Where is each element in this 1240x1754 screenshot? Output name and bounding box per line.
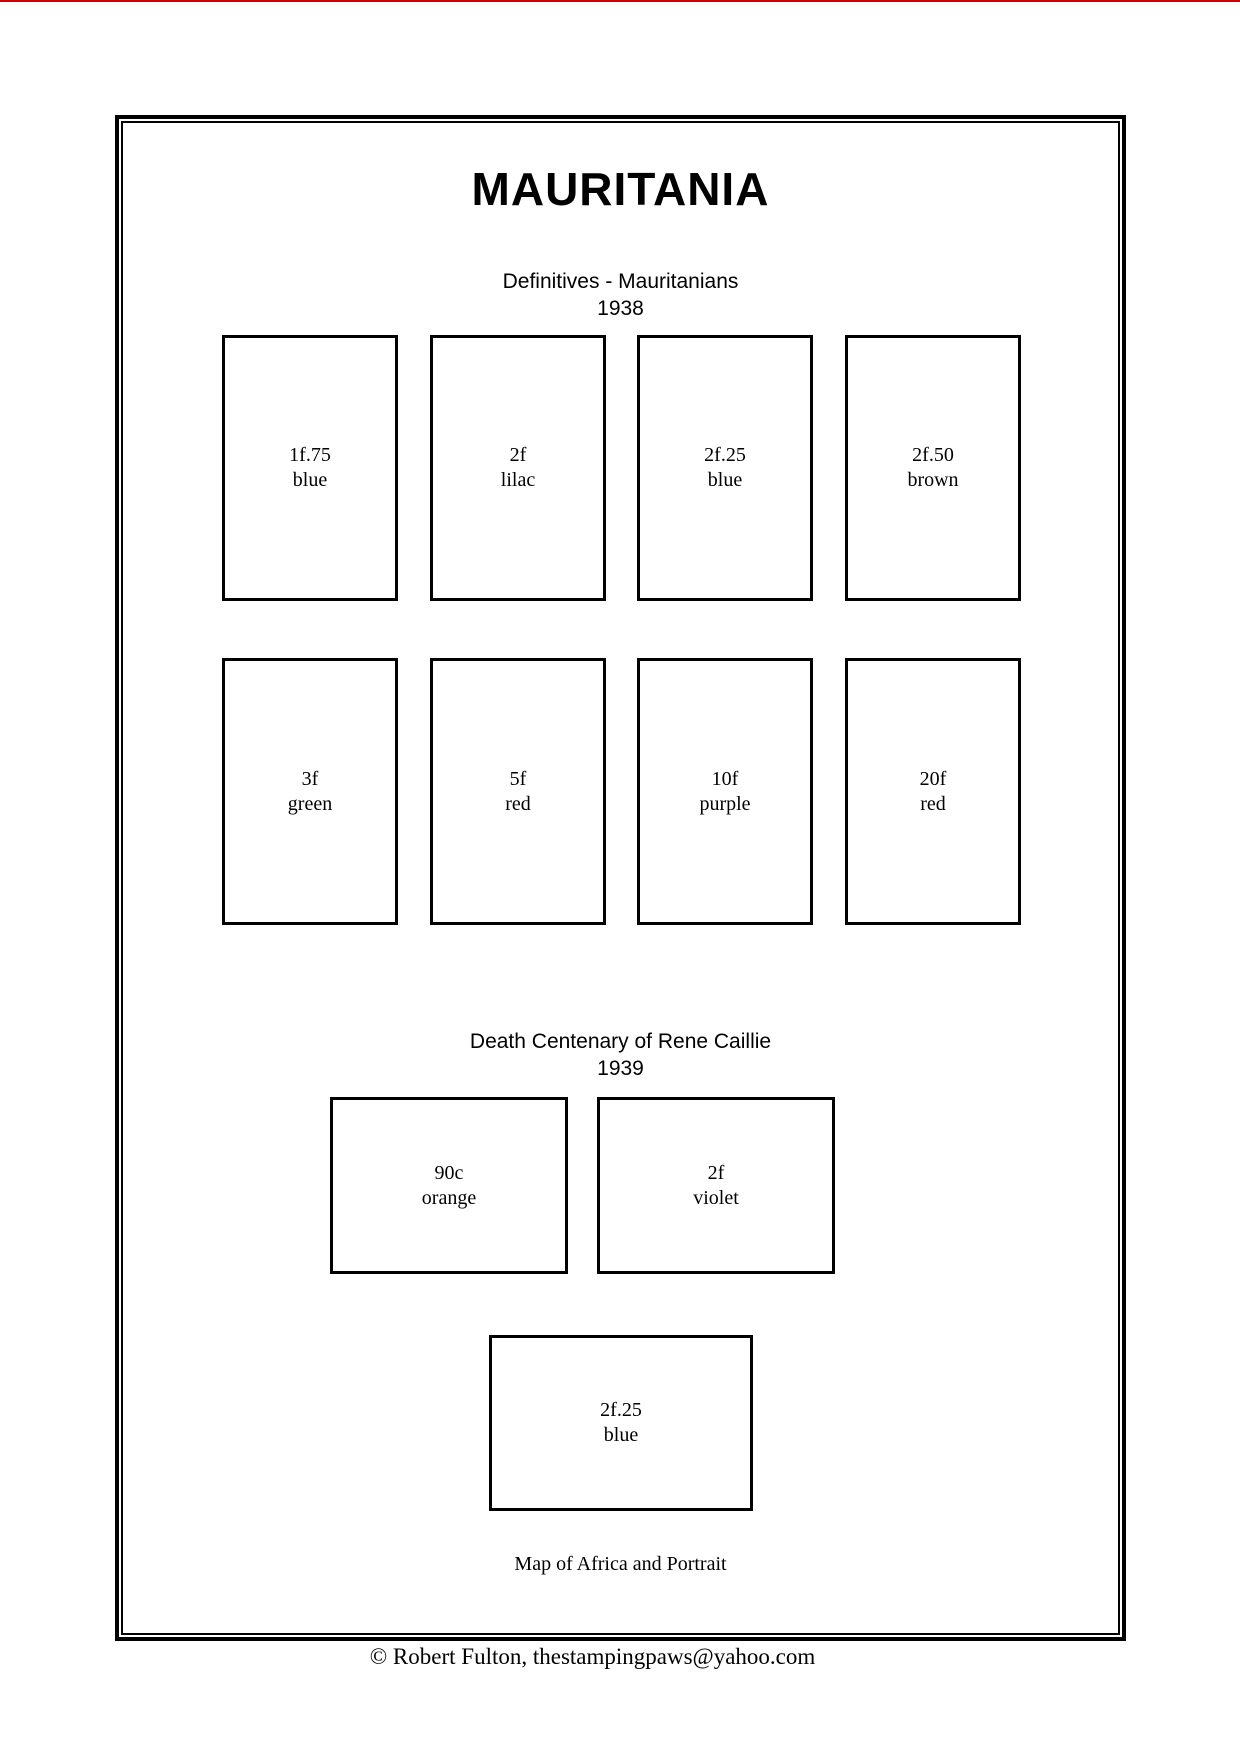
stamp-color-label: red [920, 792, 946, 815]
stamp-box [637, 658, 813, 925]
section-heading: Definitives - Mauritanians [502, 270, 739, 293]
section-year: 1939 [597, 1057, 644, 1080]
stamp-color-label: brown [907, 469, 959, 491]
stamp-value: 5f [509, 767, 527, 790]
page-title: MAURITANIA [471, 163, 770, 215]
stamp-box [430, 658, 606, 925]
section-heading: Death Centenary of Rene Caillie [469, 1030, 772, 1053]
stamp-value: 20f [919, 767, 947, 790]
section-1-head [115, 268, 1126, 322]
stamp-color-label: blue [603, 1424, 639, 1446]
stamp-value: 2f.25 [704, 444, 746, 466]
stamp-color-label: purple [699, 792, 751, 815]
stamp-box [845, 658, 1021, 925]
stamp-value: 2f.25 [600, 1399, 642, 1421]
top-edge-line [0, 0, 1240, 2]
stamp-box [637, 335, 813, 601]
stamp-color-label: red [505, 792, 531, 815]
stamp-box [430, 335, 606, 601]
stamp-value: 2f [707, 1161, 725, 1184]
stamp-box [222, 658, 398, 925]
stamp-box [330, 1097, 568, 1274]
stamp-value: 90c [434, 1161, 464, 1184]
stamp-value: 2f [509, 444, 527, 466]
stamp-caption: Map of Africa and Portrait [514, 1553, 727, 1575]
stamp-color-label: lilac [500, 469, 536, 491]
stamp-box [222, 335, 398, 601]
stamp-color-label: blue [292, 469, 328, 491]
stamp-color-label: green [287, 792, 333, 815]
stamp-color-label: orange [421, 1186, 477, 1209]
stamp-color-label: blue [707, 469, 743, 491]
footer-credit: © Robert Fulton, thestampingpaws@yahoo.com [369, 1644, 816, 1669]
stamp-box [845, 335, 1021, 601]
stamp-box [597, 1097, 835, 1274]
section-year: 1938 [597, 297, 644, 320]
section-2-head [115, 1028, 1126, 1082]
stamp-box [489, 1335, 753, 1511]
stamp-value: 10f [711, 767, 739, 790]
stamp-value: 1f.75 [289, 444, 331, 466]
stamp-value: 2f.50 [912, 444, 954, 466]
stamp-value: 3f [301, 767, 319, 790]
stamp-color-label: violet [693, 1186, 739, 1209]
